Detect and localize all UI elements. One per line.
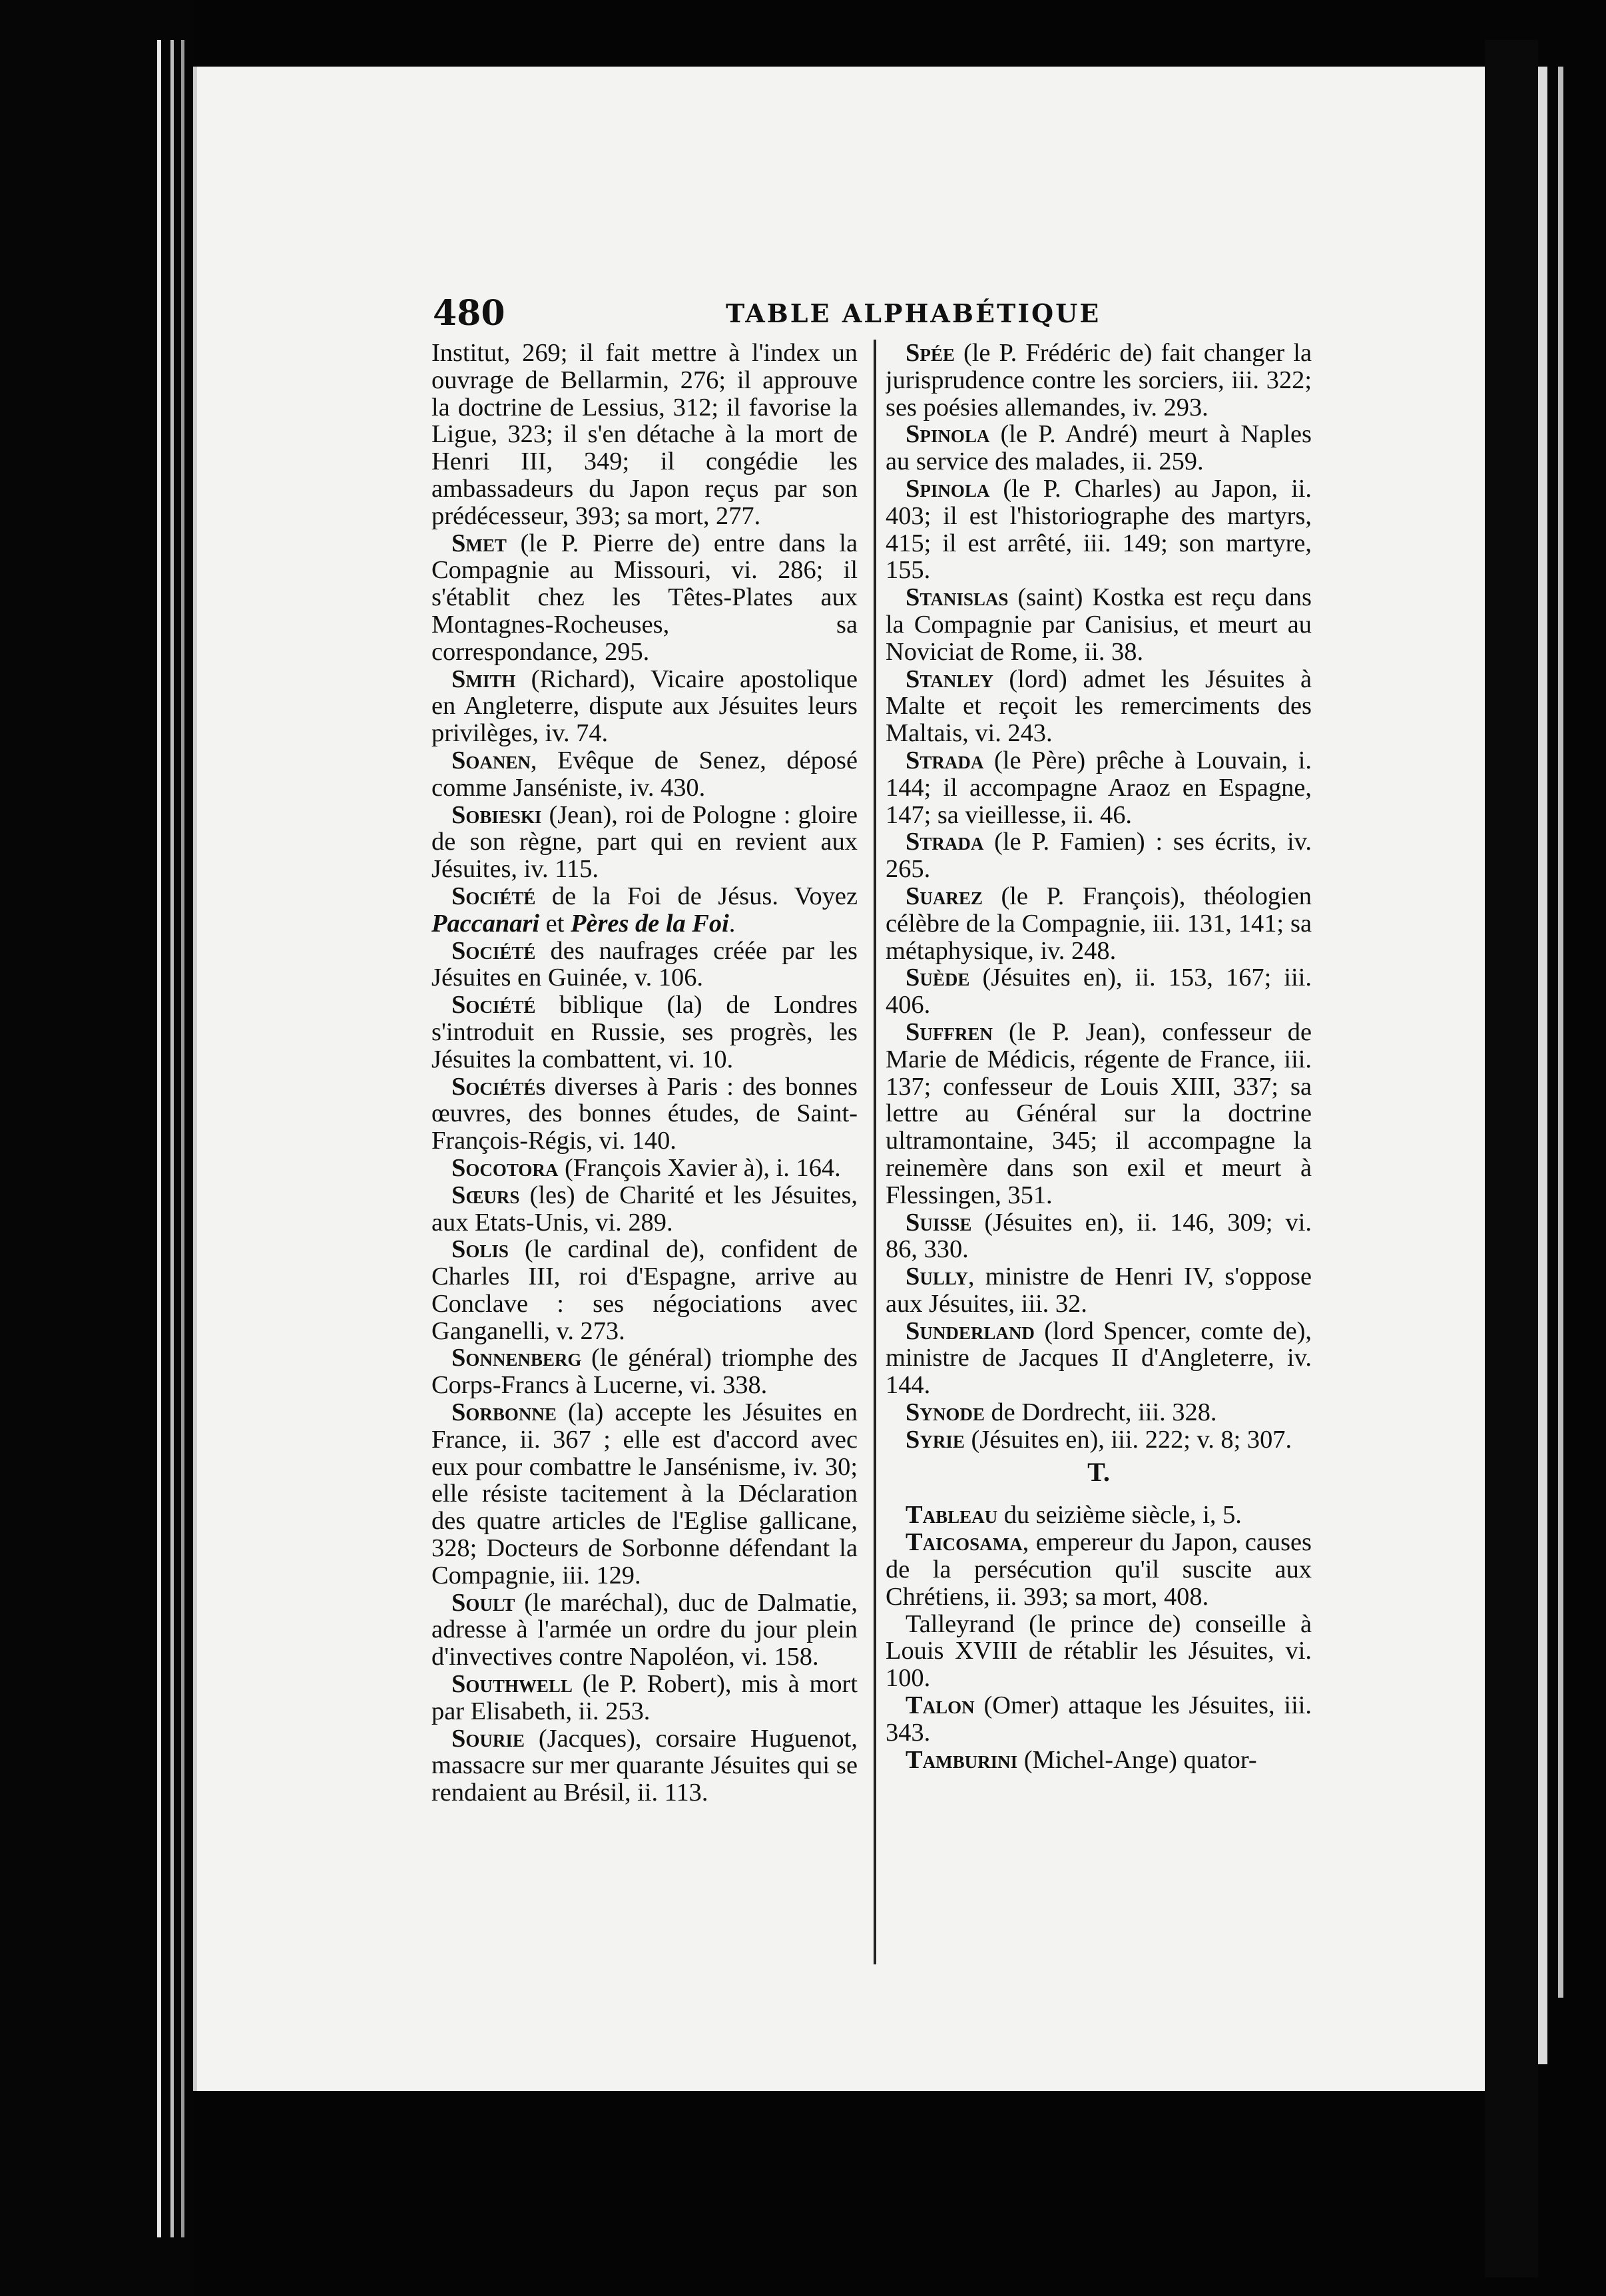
entry-text: (le cardinal de), confident de Charles III, roi d'Espagne, arrive au Conclave : ses négociations avec Ganganelli, v. 273. — [431, 1235, 858, 1345]
index-entry — [431, 1344, 858, 1399]
index-entry — [886, 1209, 1312, 1264]
index-entry — [431, 1399, 858, 1589]
running-head: TABLE ALPHABÉTIQUE — [726, 298, 1101, 328]
index-entry — [431, 1671, 858, 1725]
index-entry — [431, 1236, 858, 1344]
column-divider — [874, 340, 876, 1964]
index-entry — [431, 1073, 858, 1155]
entry-text: (le P. Robert), mis à mort par Elisabeth, ii. 253. — [431, 1670, 858, 1725]
index-entry — [431, 1182, 858, 1237]
scan-border-left — [0, 0, 193, 2296]
entry-text: (Michel-Ange) quator- — [1017, 1745, 1257, 1774]
page-edge-line — [170, 40, 174, 2237]
entry-text: (le P. Frédéric de) fait changer la jurisprudence contre les sorciers, iii. 322; ses poésies allemandes, iv. 293. — [886, 340, 1312, 422]
index-entry — [431, 1725, 858, 1807]
page-edge-line — [181, 40, 184, 2237]
entry-headword: Socotora — [451, 1153, 559, 1182]
entry-headword: Société — [451, 991, 536, 1019]
entry-text: (saint) Kostka est reçu dans la Compagnie par Canisius, et meurt au Noviciat de Rome, ii. 38. — [886, 583, 1312, 666]
entry-headword: Strada — [906, 746, 984, 774]
entry-text: (les) de Charité et les Jésuites, aux Etats-Unis, vi. 289. — [431, 1181, 858, 1237]
entry-text: (Jésuites en), ii. 153, 167; iii. 406. — [886, 964, 1312, 1019]
entry-headword: Southwell — [451, 1670, 573, 1699]
entry-text: (Jésuites en), iii. 222; v. 8; 307. — [964, 1425, 1292, 1454]
index-entry — [431, 340, 858, 530]
index-entry — [431, 1155, 858, 1182]
index-entry — [886, 1318, 1312, 1399]
scan-border-right — [1485, 40, 1538, 2277]
page-header — [433, 293, 1445, 333]
entry-text: (le P. François), théologien célèbre de la Compagnie, iii. 131, 141; sa métaphysique, iv. 248. — [886, 882, 1312, 965]
entry-headword: Stanislas — [906, 583, 1009, 612]
entry-headword: Sorbonne — [451, 1398, 557, 1427]
entry-text: (le Père) prêche à Louvain, i. 144; il accompagne Araoz en Espagne, 147; sa vieillesse, ii. 46. — [886, 746, 1312, 829]
entry-headword: Sœurs — [451, 1181, 520, 1209]
entry-headword: Société — [451, 936, 536, 965]
entry-headword: Sunderland — [906, 1316, 1035, 1345]
entry-text: Institut, 269; il fait mettre à l'index un ouvrage de Bellarmin, 276; il approuve la doctrine de Lessius, 312; il favorise la Ligue, 323; il s'en détache à la mort de Henri III, 349; il congédie les ambassadeurs du Japon reçus par son prédécesseur, 393; sa mort, 277. — [431, 340, 858, 530]
index-entry — [886, 1263, 1312, 1318]
index-entry — [431, 1589, 858, 1671]
cross-reference: Pères de la Foi — [570, 909, 729, 938]
section-letter: T. — [1087, 1456, 1110, 1487]
entry-text: des naufrages créée par les Jésuites en Guinée, v. 106. — [431, 936, 858, 992]
index-column-right — [886, 340, 1312, 1964]
index-entry — [431, 802, 858, 883]
entry-headword: Suisse — [906, 1208, 972, 1237]
index-entry — [886, 964, 1312, 1019]
index-entry — [431, 938, 858, 992]
entry-text: (François Xavier à), i. 164. — [558, 1153, 841, 1182]
entry-text: (Jacques), corsaire Huguenot, massacre sur mer quarante Jésuites qui se rendaient au Brésil, ii. 113. — [431, 1724, 858, 1807]
entry-text: , ministre de Henri IV, s'oppose aux Jésuites, iii. 32. — [886, 1263, 1312, 1318]
index-entry — [886, 584, 1312, 665]
entry-headword: Smith — [451, 665, 516, 693]
entry-text: de la Foi de Jésus. Voyez — [535, 882, 858, 910]
entry-text: (Jean), roi de Pologne : gloire de son règne, part qui en revient aux Jésuites, iv. 115. — [431, 800, 858, 884]
index-entry — [886, 828, 1312, 883]
entry-text: Talleyrand (le prince de) conseille à Louis XVIII de rétablir les Jésuites, vi. 100. — [886, 1609, 1312, 1693]
index-entry — [886, 475, 1312, 584]
index-entry — [886, 1502, 1312, 1529]
index-entry — [886, 747, 1312, 828]
index-entry — [431, 747, 858, 802]
entry-text: (Jésuites en), ii. 146, 309; vi. 86, 330. — [886, 1208, 1312, 1264]
entry-text: de Dordrecht, iii. 328. — [984, 1398, 1217, 1427]
entry-text: (le maréchal), duc de Dalmatie, adresse à l'armée un ordre du jour plein d'invectives contre Napoléon, vi. 158. — [431, 1588, 858, 1671]
index-entry — [886, 1399, 1312, 1426]
entry-headword: Strada — [906, 828, 984, 856]
entry-headword: Sociétés — [451, 1072, 546, 1101]
entry-headword: Soanen — [451, 746, 531, 774]
entry-text: , Evêque de Senez, déposé comme Janséniste, iv. 430. — [431, 746, 858, 802]
index-entry — [886, 1019, 1312, 1209]
entry-text: (Omer) attaque les Jésuites, iii. 343. — [886, 1691, 1312, 1747]
index-entry — [886, 1747, 1312, 1774]
entry-headword: Sully — [906, 1263, 968, 1291]
entry-text: (Richard), Vicaire apostolique en Angleterre, dispute aux Jésuites leurs privilèges, iv. 74. — [431, 665, 858, 748]
page-edge-line — [157, 40, 161, 2237]
index-entry — [886, 666, 1312, 747]
index-entry — [886, 421, 1312, 475]
entry-headword: Tableau — [906, 1501, 998, 1530]
entry-text: . — [728, 909, 736, 938]
entry-text: biblique (la) de Londres s'introduit en Russie, ses progrès, les Jésuites la combattent, vi. 10. — [431, 991, 858, 1073]
entry-headword: Smet — [451, 529, 507, 557]
entry-headword: Talon — [906, 1691, 975, 1720]
entry-headword: Sourie — [451, 1724, 525, 1753]
page-edge-right — [1558, 67, 1563, 1998]
entry-text: (le P. Charles) au Japon, ii. 403; il est l'historiographe des martyrs, 415; il est arrêté, iii. 149; son martyre, 155. — [886, 474, 1312, 585]
entry-headword: Suède — [906, 964, 970, 992]
entry-headword: Solis — [451, 1235, 509, 1264]
entry-headword: Synode — [906, 1398, 985, 1427]
index-entry — [886, 1611, 1312, 1692]
entry-text: (lord) admet les Jésuites à Malte et reçoit les remerciments des Maltais, vi. 243. — [886, 665, 1312, 748]
entry-headword: Syrie — [906, 1425, 965, 1454]
entry-headword: Spinola — [906, 420, 990, 449]
entry-text: (la) accepte les Jésuites en France, ii. 367 ; elle est d'accord avec eux pour combattre le Jansénisme, iv. 30; elle résiste tacitement à la Déclaration des quatre articles de l'Eglise gallicane, 328; Docteurs de Sorbonne défendant la Compagnie, iii. 129. — [431, 1398, 858, 1589]
entry-text: et — [539, 909, 571, 938]
index-entry — [431, 666, 858, 747]
entry-text: du seizième siècle, i, 5. — [997, 1501, 1242, 1530]
entry-headword: Suffren — [906, 1017, 993, 1046]
index-entry — [431, 883, 858, 938]
index-entry — [886, 340, 1312, 421]
entry-headword: Tamburini — [906, 1745, 1018, 1774]
index-entry — [431, 530, 858, 666]
entry-headword: Taicosama — [906, 1528, 1023, 1557]
index-entry — [886, 883, 1312, 964]
index-entry — [886, 1426, 1312, 1454]
index-entry — [886, 1529, 1312, 1610]
entry-headword: Société — [451, 882, 536, 910]
cross-reference: Paccanari — [431, 909, 540, 938]
entry-text: (le P. Pierre de) entre dans la Compagnie au Missouri, vi. 286; il s'établit chez les Têtes-Plates aux Montagnes-Rocheuses, sa correspondance, 295. — [431, 529, 858, 666]
entry-headword: Sobieski — [451, 800, 542, 829]
entry-headword: Soult — [451, 1588, 515, 1617]
entry-text: diverses à Paris : des bonnes œuvres, des bonnes études, de Saint-François-Régis, vi. 140. — [431, 1072, 858, 1155]
entry-headword: Spée — [906, 340, 955, 367]
entry-text: (le P. Jean), confesseur de Marie de Médicis, régente de France, iii. 137; confesseur de Louis XIII, 337; sa lettre au Général sur la doctrine ultramontaine, 345; il accompagne la reinemère dans son exil et meurt à Flessingen, 351. — [886, 1017, 1312, 1209]
entry-text: (le P. Famien) : ses écrits, iv. 265. — [886, 828, 1312, 884]
page-number: 480 — [433, 293, 505, 334]
entry-text: (le général) triomphe des Corps-Francs à Lucerne, vi. 338. — [431, 1344, 858, 1400]
entry-headword: Suarez — [906, 882, 983, 910]
entry-text: (lord Spencer, comte de), ministre de Jacques II d'Angleterre, iv. 144. — [886, 1316, 1312, 1400]
page-edge-right — [1538, 67, 1547, 2064]
index-column-left — [431, 340, 858, 1964]
entry-text: , empereur du Japon, causes de la persécution qu'il suscite aux Chrétiens, ii. 393; sa mort, 408. — [886, 1528, 1312, 1611]
entry-text: (le P. André) meurt à Naples au service des malades, ii. 259. — [886, 420, 1312, 476]
entry-headword: Sonnenberg — [451, 1344, 582, 1372]
index-entry — [431, 992, 858, 1073]
entry-headword: Stanley — [906, 665, 993, 693]
entry-headword: Spinola — [906, 474, 990, 503]
index-entry — [886, 1692, 1312, 1747]
